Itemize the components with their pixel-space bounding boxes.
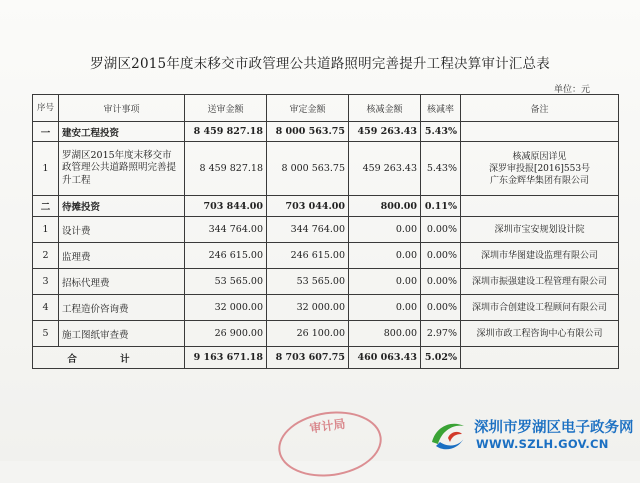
cell-submitted: 344 764.00 xyxy=(185,217,267,243)
table-row xyxy=(33,243,619,269)
cell-remarks xyxy=(461,142,619,196)
header-no: 序号 xyxy=(33,95,59,122)
remark-line: 核减原因详见 xyxy=(512,151,567,162)
cell-remarks xyxy=(461,196,619,217)
cell-item: 建安工程投资 xyxy=(59,122,185,142)
table-row xyxy=(33,295,619,321)
table-row xyxy=(33,196,619,217)
total-label: 合 计 xyxy=(33,347,185,369)
table-row xyxy=(33,321,619,347)
cell-submitted: 8 459 827.18 xyxy=(185,142,267,196)
table-row xyxy=(33,269,619,295)
red-seal-stamp xyxy=(274,405,386,483)
cell-item: 监理费 xyxy=(59,243,185,269)
cell-remarks xyxy=(461,122,619,142)
cell-no: 1 xyxy=(33,217,59,243)
table-row xyxy=(33,142,619,196)
cell-submitted: 703 844.00 xyxy=(185,196,267,217)
cell-no: 一 xyxy=(33,122,59,142)
stamp-text: 审计局 xyxy=(308,416,347,436)
watermark-url: WWW.SZLH.GOV.CN xyxy=(476,437,609,451)
table-row xyxy=(33,122,619,142)
cell-no: 2 xyxy=(33,243,59,269)
cell-reduction: 459 263.43 xyxy=(349,142,421,196)
watermark-logo xyxy=(424,410,636,460)
table-row xyxy=(33,217,619,243)
cell-remarks: 深圳市振强建设工程管理有限公司 xyxy=(461,269,619,295)
cell-submitted: 53 565.00 xyxy=(185,269,267,295)
cell-rate: 5.43% xyxy=(421,142,461,196)
cell-no: 5 xyxy=(33,321,59,347)
total-remarks xyxy=(461,347,619,369)
header-submitted: 送审金额 xyxy=(185,95,267,122)
total-approved: 8 703 607.75 xyxy=(267,347,349,369)
cell-reduction: 0.00 xyxy=(349,217,421,243)
cell-submitted: 26 900.00 xyxy=(185,321,267,347)
cell-submitted: 246 615.00 xyxy=(185,243,267,269)
cell-approved: 246 615.00 xyxy=(267,243,349,269)
cell-remarks: 深圳市政工程咨询中心有限公司 xyxy=(461,321,619,347)
cell-remarks: 深圳市华图建设监理有限公司 xyxy=(461,243,619,269)
cell-item: 设计费 xyxy=(59,217,185,243)
cell-item: 工程造价咨询费 xyxy=(59,295,185,321)
cell-no: 二 xyxy=(33,196,59,217)
cell-rate: 0.00% xyxy=(421,217,461,243)
remark-line: 深罗审投报[2016]553号 xyxy=(488,163,591,174)
cell-reduction: 0.00 xyxy=(349,269,421,295)
cell-no: 1 xyxy=(33,142,59,196)
document-title: 罗湖区2015年度末移交市政管理公共道路照明完善提升工程决算审计汇总表 xyxy=(90,56,550,72)
cell-approved: 32 000.00 xyxy=(267,295,349,321)
cell-remarks: 深圳市宝安规划设计院 xyxy=(461,217,619,243)
unit-label: 单位：元 xyxy=(553,85,590,95)
remark-line: 广东金辉华集团有限公司 xyxy=(489,175,589,186)
cell-approved: 8 000 563.75 xyxy=(267,142,349,196)
cell-rate: 0.00% xyxy=(421,295,461,321)
cell-item: 招标代理费 xyxy=(59,269,185,295)
cell-no: 4 xyxy=(33,295,59,321)
header-approved: 审定金额 xyxy=(267,95,349,122)
cell-no: 3 xyxy=(33,269,59,295)
cell-approved: 53 565.00 xyxy=(267,269,349,295)
total-row xyxy=(33,347,619,369)
cell-reduction: 0.00 xyxy=(349,243,421,269)
cell-submitted: 32 000.00 xyxy=(185,295,267,321)
header-rate: 核减率 xyxy=(421,95,461,122)
cell-rate: 0.00% xyxy=(421,243,461,269)
swirl-logo-icon xyxy=(426,412,470,456)
cell-submitted: 8 459 827.18 xyxy=(185,122,267,142)
cell-item: 罗湖区2015年度末移交市政管理公共道路照明完善提升工程 xyxy=(59,142,185,196)
cell-reduction: 800.00 xyxy=(349,321,421,347)
cell-reduction: 800.00 xyxy=(349,196,421,217)
cell-approved: 703 044.00 xyxy=(267,196,349,217)
cell-approved: 8 000 563.75 xyxy=(267,122,349,142)
cell-reduction: 0.00 xyxy=(349,295,421,321)
total-rate: 5.02% xyxy=(421,347,461,369)
header-item: 审计事项 xyxy=(59,95,185,122)
watermark-site-name: 深圳市罗湖区电子政务网 xyxy=(474,420,634,436)
cell-reduction: 459 263.43 xyxy=(349,122,421,142)
cell-approved: 344 764.00 xyxy=(267,217,349,243)
audit-summary-table xyxy=(32,94,619,369)
cell-approved: 26 100.00 xyxy=(267,321,349,347)
table-header-row xyxy=(33,95,619,122)
total-submitted: 9 163 671.18 xyxy=(185,347,267,369)
header-reduction: 核减金额 xyxy=(349,95,421,122)
cell-rate: 0.00% xyxy=(421,269,461,295)
header-remarks: 备注 xyxy=(461,95,619,122)
cell-item: 施工图纸审查费 xyxy=(59,321,185,347)
cell-rate: 0.11% xyxy=(421,196,461,217)
cell-rate: 5.43% xyxy=(421,122,461,142)
cell-remarks: 深圳市合创建设工程顾问有限公司 xyxy=(461,295,619,321)
cell-item: 待摊投资 xyxy=(59,196,185,217)
total-reduction: 460 063.43 xyxy=(349,347,421,369)
cell-rate: 2.97% xyxy=(421,321,461,347)
